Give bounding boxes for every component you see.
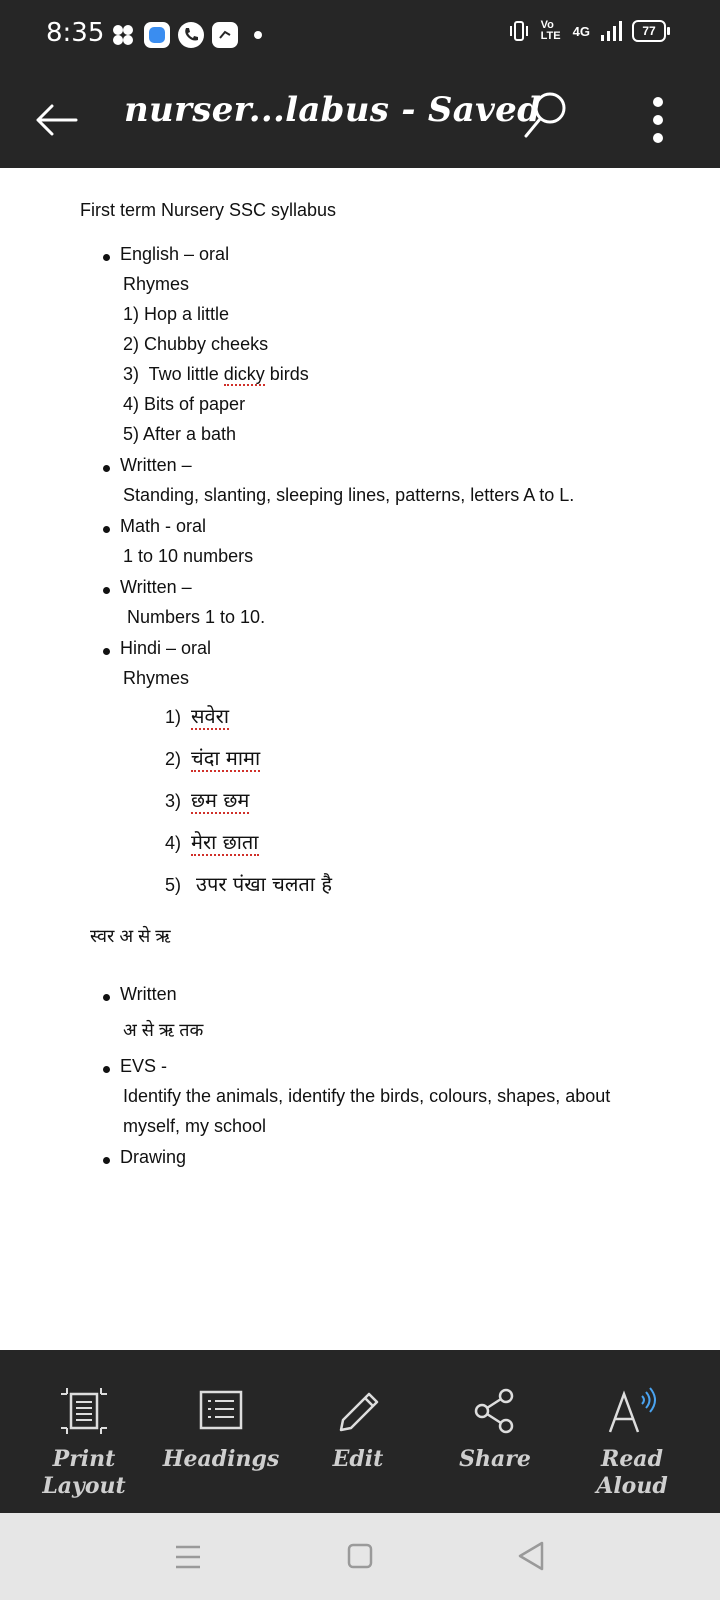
evs: EVS - (120, 1056, 168, 1076)
hindi-oral: Hindi – oral (120, 638, 212, 658)
bottom-toolbar (0, 1350, 720, 1513)
print-layout-button[interactable] (24, 1386, 144, 1500)
more-options-icon[interactable] (640, 94, 676, 146)
list-item (165, 786, 249, 813)
bullet (103, 526, 110, 533)
misspelled-word: dicky (223, 364, 265, 384)
drawing: Drawing (120, 1147, 187, 1167)
math-oral-detail: 1 to 10 numbers (123, 546, 254, 566)
menu-icon[interactable] (168, 1539, 208, 1575)
list-item: 2) Chubby cheeks (123, 334, 269, 354)
app-notification-icon (144, 22, 170, 48)
hindi-rhyme: उपर पंखा चलता है (196, 872, 332, 896)
english-oral: English – oral (120, 244, 230, 264)
bullet (103, 994, 110, 1001)
clock: 8:35 (46, 18, 105, 48)
back-nav-icon[interactable] (512, 1539, 552, 1575)
pencil-icon (333, 1386, 383, 1436)
hindi-rhyme: सवेरा (191, 704, 230, 728)
hindi-rhymes-label: Rhymes (123, 668, 190, 688)
hindi-rhyme: चंदा मामा (191, 746, 261, 770)
app-bar (0, 72, 720, 168)
list-item (165, 828, 259, 855)
swar-heading: स्वर अ से ऋ (90, 926, 171, 946)
home-icon[interactable] (340, 1539, 380, 1575)
evs-detail: Identify the animals, identify the birds, colours, shapes, about (123, 1086, 611, 1106)
rhymes-label: Rhymes (123, 274, 190, 294)
list-number: 5) (165, 875, 182, 895)
list-item: 1) Hop a little (123, 304, 230, 324)
app-notification-icon (110, 22, 136, 48)
list-item (165, 744, 260, 771)
list-number: 1) (165, 707, 182, 727)
written-hindi: Written (120, 984, 177, 1004)
edit-label: Edit (332, 1446, 384, 1472)
list-item: 4) Bits of paper (123, 394, 246, 414)
bullet (103, 1066, 110, 1073)
calendar-icon (212, 22, 238, 48)
bullet (103, 1157, 110, 1164)
edit-button[interactable] (298, 1386, 418, 1473)
bullet (103, 648, 110, 655)
more-notifications-dot (254, 31, 262, 39)
list-number: 2) (165, 749, 182, 769)
document-body[interactable] (0, 168, 720, 1350)
list-item-text: 3) Two little (123, 364, 224, 384)
math-oral: Math - oral (120, 516, 207, 536)
document-heading: First term Nursery SSC syllabus (80, 200, 337, 220)
share-button[interactable] (435, 1386, 555, 1473)
volte-indicator: Vo LTE (540, 19, 561, 42)
document-title: nurser...labus - Saved (124, 90, 542, 130)
headings-icon (196, 1386, 246, 1436)
bullet (103, 587, 110, 594)
print-layout-label: Print Layout (42, 1446, 126, 1499)
network-indicator: 4G (572, 23, 590, 39)
evs-detail: myself, my school (123, 1116, 267, 1136)
bullet (103, 465, 110, 472)
list-item (123, 364, 309, 385)
status-bar (0, 0, 720, 72)
list-item (165, 870, 332, 897)
written-math: Written – (120, 577, 192, 597)
phone-icon (178, 22, 204, 48)
bullet (103, 254, 110, 261)
signal-icon (600, 21, 622, 41)
print-layout-icon (59, 1386, 109, 1436)
read-aloud-button[interactable] (572, 1386, 692, 1500)
notification-icons (110, 22, 262, 48)
headings-label: Headings (162, 1446, 280, 1472)
read-aloud-label: Read Aloud (596, 1446, 668, 1499)
hindi-rhyme: मेरा छाता (191, 830, 259, 854)
list-item: 5) After a bath (123, 424, 237, 444)
written-english: Written – (120, 455, 192, 475)
list-item (165, 702, 229, 729)
list-number: 4) (165, 833, 182, 853)
hindi-rhyme: छम छम (191, 788, 250, 812)
system-navigation-bar (0, 1513, 720, 1600)
back-arrow-icon[interactable] (32, 96, 80, 144)
share-icon (470, 1386, 520, 1436)
search-icon[interactable] (520, 88, 572, 144)
headings-button[interactable] (161, 1386, 281, 1473)
list-number: 3) (165, 791, 182, 811)
written-math-detail: Numbers 1 to 10. (127, 607, 266, 627)
read-aloud-icon (604, 1386, 660, 1436)
list-item-tail: birds (264, 364, 309, 384)
written-english-detail: Standing, slanting, sleeping lines, patterns, letters A to L. (123, 485, 575, 505)
written-hindi-detail: अ से ऋ तक (123, 1020, 204, 1040)
system-status (507, 20, 666, 42)
vibrate-icon (507, 20, 531, 42)
share-label: Share (459, 1446, 531, 1472)
battery-indicator: 77 (632, 20, 666, 42)
